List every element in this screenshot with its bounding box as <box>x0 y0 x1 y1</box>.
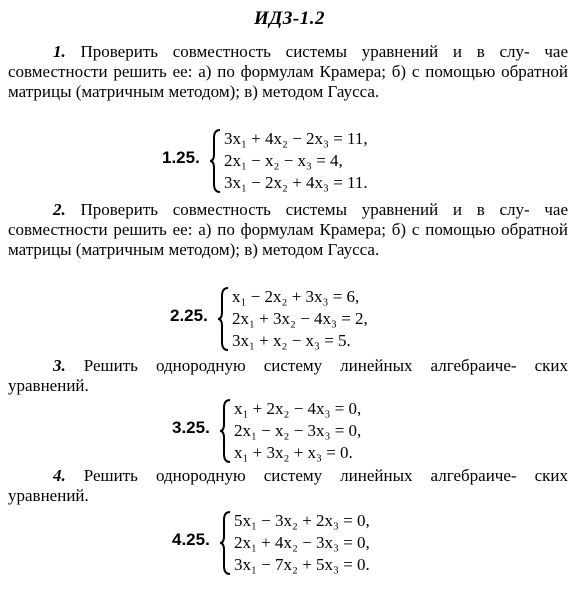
equation-system-1 <box>162 128 422 194</box>
equation-system-2 <box>170 286 420 352</box>
task-1 <box>8 42 568 102</box>
equation: 3x₁ + x₂ − x₃ = 5. <box>232 331 351 350</box>
equation: 3x₁ − 2x₂ + 4x₃ = 11. <box>224 173 368 192</box>
equation-system-4 <box>172 510 422 576</box>
equation: 2x₁ − x₂ − 3x₃ = 0, <box>234 421 362 440</box>
task-line: в) методом Гаусса. <box>244 82 380 101</box>
page-title: ИДЗ-1.2 <box>253 8 325 29</box>
equations <box>232 286 368 352</box>
equation: 2x₁ + 4x₂ − 3x₃ = 0, <box>234 533 370 552</box>
task-line: ских уравнений. <box>8 356 568 395</box>
system-label: 2.25. <box>170 306 208 325</box>
task-line: Проверить совместность системы уравнений и в слу- <box>80 42 530 61</box>
task-number: 1. <box>53 42 66 61</box>
task-number: 4. <box>53 466 66 485</box>
equation: x₁ + 2x₂ − 4x₃ = 0, <box>234 399 362 418</box>
task-line: б) с помощью обратной матрицы (матричным методом); <box>8 62 569 101</box>
system-label: 3.25. <box>172 418 210 437</box>
task-number: 2. <box>53 200 66 219</box>
equation: 2x₁ + 3x₂ − 4x₃ = 2, <box>232 309 368 328</box>
equation: 3x₁ − 7x₂ + 5x₃ = 0. <box>234 555 370 574</box>
brace-icon <box>218 398 232 464</box>
task-line: Проверить совместность системы уравнений и в слу- <box>80 200 530 219</box>
task-line: Решить однородную систему линейных алгебраиче- <box>83 466 517 485</box>
task-line: в) методом Гаусса. <box>244 240 380 259</box>
equation: 3x₁ + 4x₂ − 2x₃ = 11, <box>224 129 368 148</box>
task-number: 3. <box>53 356 66 375</box>
brace-icon <box>208 128 222 194</box>
brace-icon <box>218 510 232 576</box>
task-4 <box>8 466 568 506</box>
equations <box>234 510 370 576</box>
brace-icon <box>216 286 230 352</box>
equation: 2x₁ − x₂ − x₃ = 4, <box>224 151 343 170</box>
equation: 5x₁ − 3x₂ + 2x₃ = 0, <box>234 511 370 530</box>
task-text <box>8 466 568 506</box>
task-line: Решить однородную систему линейных алгебраиче- <box>83 356 517 375</box>
task-text <box>8 200 568 260</box>
task-line: б) с помощью обратной матрицы (матричным методом); <box>8 220 569 259</box>
task-3 <box>8 356 568 396</box>
task-line: чае совместности решить ее: а) по формулам Крамера; <box>8 42 569 81</box>
task-text <box>8 42 568 102</box>
task-line: ских уравнений. <box>8 466 568 505</box>
task-text <box>8 356 568 396</box>
equation: x₁ + 3x₂ + x₃ = 0. <box>234 443 353 462</box>
equation: x₁ − 2x₂ + 3x₃ = 6, <box>232 287 360 306</box>
equation-system-3 <box>172 398 422 464</box>
system-label: 4.25. <box>172 530 210 549</box>
task-2 <box>8 200 568 260</box>
task-line: чае совместности решить ее: а) по формулам Крамера; <box>8 200 569 239</box>
equations <box>224 128 368 194</box>
equations <box>234 398 361 464</box>
system-label: 1.25. <box>162 148 200 167</box>
